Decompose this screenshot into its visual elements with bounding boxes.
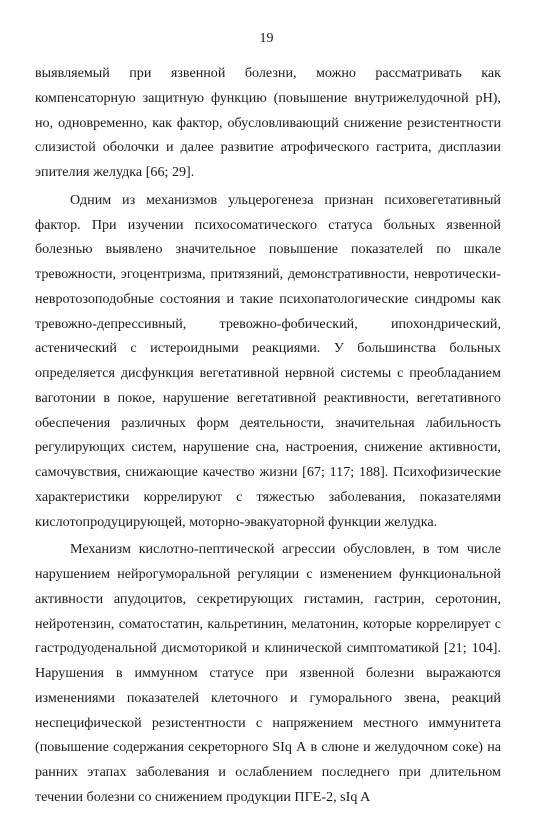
word: по xyxy=(436,241,451,258)
word: болезни xyxy=(366,665,415,681)
word: 188]. xyxy=(358,464,389,480)
word: длительном xyxy=(430,764,501,780)
word: на xyxy=(487,739,501,756)
word: форм xyxy=(196,414,229,431)
word: регулирующих xyxy=(35,439,125,456)
word: язвенной xyxy=(299,665,355,681)
word: ранних xyxy=(35,764,78,780)
word: изменением xyxy=(319,566,392,582)
word: снижение xyxy=(364,439,423,456)
word: гистамин, xyxy=(303,590,364,607)
word: ослаблением xyxy=(235,764,313,780)
word: дисплазии xyxy=(438,139,501,156)
word: При xyxy=(91,216,117,233)
word: притязяний, xyxy=(210,266,284,282)
word: невротозоподобные xyxy=(35,290,154,307)
word: резистентности xyxy=(151,714,246,731)
word: и xyxy=(165,139,174,156)
word: (повышение xyxy=(273,89,348,106)
text-line: течении болезни со снижением продукции ПГЕ-2, sIq A xyxy=(35,788,371,805)
word: психопатологические xyxy=(279,290,409,307)
word: психосоматического xyxy=(194,216,318,233)
text-line xyxy=(35,587,501,612)
word: язвенной xyxy=(170,65,226,81)
word: показателей xyxy=(351,241,424,258)
word: показателей xyxy=(126,689,200,706)
word: выявляемый xyxy=(35,65,110,81)
word: A xyxy=(296,739,307,756)
text-line xyxy=(35,711,501,736)
word: тревожно-фобический, xyxy=(219,315,358,332)
word: такие xyxy=(240,290,274,307)
text-line xyxy=(35,287,501,312)
word: 117; xyxy=(329,464,355,480)
word: с xyxy=(397,365,404,381)
word: развитие xyxy=(220,139,274,156)
word: тяжестью xyxy=(256,488,315,505)
word: тревожно-депрессивный, xyxy=(35,315,187,332)
word: жизни xyxy=(259,464,298,480)
text-line xyxy=(35,411,501,436)
word: признан xyxy=(324,191,374,208)
paragraph xyxy=(35,61,501,185)
word: сна, xyxy=(255,439,280,456)
word: фактор, xyxy=(176,114,223,131)
word: с xyxy=(130,340,137,357)
word: заболевания xyxy=(135,764,210,780)
word: и xyxy=(251,640,260,657)
word: тревожности, xyxy=(35,266,117,282)
word: язвенной xyxy=(446,216,501,233)
word: в xyxy=(115,665,123,681)
word: с xyxy=(255,714,263,731)
word: в xyxy=(310,739,318,756)
word: с xyxy=(236,488,243,505)
paragraph xyxy=(35,537,501,809)
word: обусловлен, xyxy=(343,541,416,558)
word: агрессии xyxy=(282,541,336,558)
text-line xyxy=(35,361,501,386)
word: SIq xyxy=(272,739,292,756)
word: напряжением xyxy=(272,714,354,731)
word: обусловливающий xyxy=(227,114,339,131)
text-line xyxy=(35,661,501,686)
word: гуморального xyxy=(309,689,393,706)
text-line xyxy=(35,686,501,711)
word: значительное xyxy=(175,241,256,258)
word: при xyxy=(265,665,288,681)
word: коррелирует xyxy=(416,615,491,632)
word: атрофического xyxy=(280,139,370,156)
word: дисмоторикой xyxy=(161,640,247,657)
word: обеспечения xyxy=(35,414,111,431)
word: качество xyxy=(202,464,255,480)
word: самочувствия, xyxy=(35,464,121,480)
word: как xyxy=(152,114,172,131)
word: изучении xyxy=(127,216,184,233)
word: гастродуоденальной xyxy=(35,640,157,657)
word: внутрижелудочной xyxy=(354,89,469,106)
word: том xyxy=(437,541,460,558)
text-line: кислотопродуцирующей, моторно-эвакуаторной функции желудка. xyxy=(35,513,438,530)
word: больных xyxy=(449,340,501,357)
word: истероидными xyxy=(150,340,239,357)
word: фактор. xyxy=(35,216,81,233)
text-line xyxy=(35,537,501,562)
word: содержания xyxy=(113,739,184,756)
word: но, xyxy=(35,114,54,131)
word: нарушением xyxy=(35,566,111,582)
word: и xyxy=(226,290,235,307)
word: и xyxy=(218,764,226,780)
word: секреторного xyxy=(188,739,269,756)
word: рН), xyxy=(475,89,501,106)
word: оболочки xyxy=(102,139,160,156)
word: одновременно, xyxy=(58,114,148,131)
word: значительная xyxy=(335,414,415,431)
word: преобладанием xyxy=(409,365,501,381)
word: гастрин, xyxy=(374,590,425,607)
word: функциональной xyxy=(399,566,501,582)
word: с xyxy=(494,615,501,632)
word: функцию xyxy=(210,89,267,106)
word: статусе xyxy=(209,665,254,681)
text-line xyxy=(35,485,501,510)
word: вегетативной xyxy=(199,365,280,381)
word: рассматривать xyxy=(375,65,462,81)
word: неспецифической xyxy=(35,714,142,731)
word: активности xyxy=(35,590,104,607)
text-line xyxy=(35,435,501,460)
word: покое, xyxy=(117,389,156,406)
word: компенсаторную xyxy=(35,89,136,106)
word: которые xyxy=(363,615,412,632)
word: ульцерогенеза xyxy=(228,191,314,208)
word: болезни, xyxy=(244,65,297,81)
word: серотонин, xyxy=(435,590,501,607)
word: заболевания, xyxy=(328,488,406,505)
word: соке) xyxy=(452,739,483,756)
word: повышение xyxy=(268,241,339,258)
word: нарушение xyxy=(162,389,230,406)
word: симптоматикой xyxy=(346,640,439,657)
word: Нарушения xyxy=(35,665,105,681)
paragraph xyxy=(35,188,501,535)
word: в xyxy=(422,541,430,558)
word: демонстративности, xyxy=(287,266,410,282)
word: в xyxy=(103,389,110,406)
word: состояния xyxy=(159,290,221,307)
text-line xyxy=(35,760,501,785)
word: системы xyxy=(340,365,392,381)
text-line xyxy=(35,336,501,361)
word: определяется xyxy=(35,365,115,381)
word: слюне xyxy=(321,739,359,756)
word: Психофизические xyxy=(393,464,501,480)
word: и xyxy=(363,739,371,756)
word: иммунитета xyxy=(428,714,501,731)
word: нейротензин, xyxy=(35,615,115,632)
word: как xyxy=(481,290,501,307)
word: астенический xyxy=(35,340,117,357)
word: систем, xyxy=(131,439,177,456)
word: дисфункция xyxy=(120,365,194,381)
word: местного xyxy=(363,714,419,731)
word: нарушение xyxy=(182,439,250,456)
word: снижающие xyxy=(125,464,198,480)
word: механизмов xyxy=(146,191,218,208)
word: звена, xyxy=(404,689,440,706)
word: как xyxy=(481,65,501,81)
body-text xyxy=(35,61,501,810)
word: синдромы xyxy=(414,290,476,307)
word: ипохондрический, xyxy=(390,315,501,332)
word: реакциями. xyxy=(252,340,321,357)
word: коррелируют xyxy=(143,488,223,505)
text-line xyxy=(35,312,501,337)
text-line xyxy=(35,636,501,661)
word: ваготонии xyxy=(35,389,96,406)
word: слизистой xyxy=(35,139,96,156)
word: [67; xyxy=(302,464,325,480)
word: показателями xyxy=(419,488,501,505)
word: и xyxy=(289,689,298,706)
word: при xyxy=(398,764,421,780)
text-line xyxy=(35,562,501,587)
word: (повышение xyxy=(35,739,109,756)
word: шкале xyxy=(463,241,501,258)
text-line xyxy=(35,386,501,411)
word: из xyxy=(122,191,136,208)
word: нейрогуморальной xyxy=(117,566,231,582)
text-line xyxy=(35,735,501,760)
text-line xyxy=(35,213,501,238)
word: 104]. xyxy=(471,640,501,657)
text-line xyxy=(35,111,501,136)
word: вегетативной xyxy=(236,389,317,406)
word: большинства xyxy=(357,340,436,357)
word: Механизм xyxy=(70,541,131,558)
word: настроения, xyxy=(285,439,358,456)
word: снижение xyxy=(343,114,403,131)
word: этапах xyxy=(87,764,127,780)
word: активности, xyxy=(429,439,501,456)
text-line xyxy=(35,262,501,287)
word: числе xyxy=(466,541,501,558)
word: лабильность xyxy=(425,414,501,431)
word: последнего xyxy=(321,764,390,780)
word: далее xyxy=(180,139,214,156)
word: вегетативного xyxy=(416,389,501,406)
text-line xyxy=(35,612,501,637)
word: соматостатин, xyxy=(118,615,204,632)
word: Одним xyxy=(70,191,112,208)
word: выражаются xyxy=(426,665,501,681)
word: болезнью xyxy=(35,241,93,258)
word: регуляции xyxy=(237,566,300,582)
word: характеристики xyxy=(35,488,130,505)
word: клеточного xyxy=(211,689,278,706)
word: деятельности, xyxy=(239,414,325,431)
word: мелатонин, xyxy=(291,615,359,632)
word: различных xyxy=(121,414,186,431)
text-line: эпителия желудка [66; 29]. xyxy=(35,164,195,180)
text-line xyxy=(35,188,501,213)
word: невротически- xyxy=(413,266,501,282)
word: с xyxy=(306,566,313,582)
word: изменениями xyxy=(35,689,115,706)
word: апудоцитов, xyxy=(113,590,187,607)
word: защитную xyxy=(142,89,205,106)
word: резистентности xyxy=(407,114,501,131)
text-line xyxy=(35,237,501,262)
word: при xyxy=(129,65,152,81)
word: выявлено xyxy=(105,241,163,258)
word: [21; xyxy=(443,640,467,657)
word: можно xyxy=(315,65,356,81)
text-line xyxy=(35,460,501,485)
word: статуса xyxy=(328,216,373,233)
text-line xyxy=(35,61,501,86)
word: реакций xyxy=(451,689,501,706)
word: психовегетативный xyxy=(384,191,501,208)
word: секретирующих xyxy=(196,590,294,607)
page-number: 19 xyxy=(259,31,274,46)
text-line xyxy=(35,86,501,111)
word: желудочном xyxy=(374,739,449,756)
word: клинической xyxy=(264,640,342,657)
word: гастрита, xyxy=(376,139,432,156)
word: У xyxy=(333,340,344,357)
word: кальретинин, xyxy=(207,615,288,632)
text-line xyxy=(35,135,501,160)
word: кислотно-пептической xyxy=(138,541,275,558)
word: эгоцентризма, xyxy=(120,266,206,282)
word: нервной xyxy=(284,365,335,381)
word: иммунном xyxy=(134,665,198,681)
word: реактивности, xyxy=(323,389,409,406)
word: больных xyxy=(383,216,436,233)
